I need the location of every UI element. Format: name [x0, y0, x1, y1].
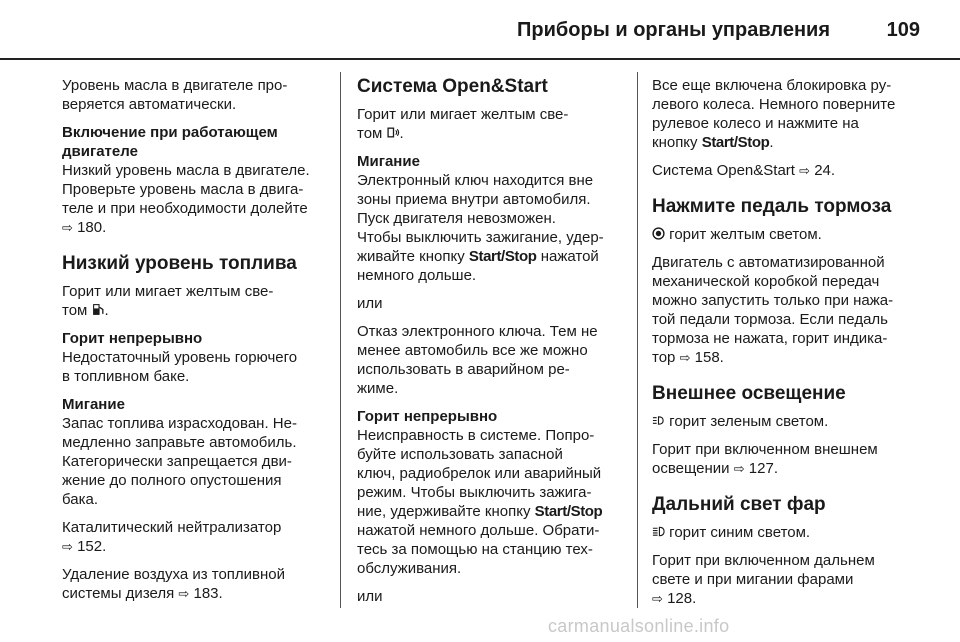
chapter-title: Приборы и органы управления [517, 19, 830, 41]
heading-open-start: Система Open&Start [357, 76, 548, 97]
page-reference[interactable]: 128. [667, 590, 697, 607]
column-3 [652, 76, 932, 617]
page-header [0, 0, 960, 58]
start-stop-button-label: Start/Stop [468, 248, 537, 265]
page-reference-arrow-icon: ⇨ [799, 163, 811, 178]
exterior-light-icon [652, 414, 665, 427]
paragraph: Горит или мигает желтым све- том . [62, 283, 274, 319]
paragraph: или [357, 295, 383, 312]
paragraph: Запас топлива израсходован. Не- медленно заправьте автомобиль. Категорически запрещается дви- жение до полного опустошения бака. [62, 415, 297, 508]
paragraph: Недостаточный уровень горючего в топливном баке. [62, 349, 298, 385]
page-reference[interactable]: 183. [193, 585, 223, 602]
heading-press-brake: Нажмите педаль тормоза [652, 196, 892, 217]
heading-high-beam: Дальний свет фар [652, 494, 826, 515]
paragraph: Все еще включена блокировка ру- левого колеса. Немного поверните рулевое колесо и нажмите на кнопку Start/Stop. [652, 77, 896, 151]
header-divider [0, 58, 960, 60]
brake-pedal-icon [652, 227, 665, 240]
start-stop-button-label: Start/Stop [701, 134, 770, 151]
heading-blinking: Мигание [357, 153, 420, 170]
page-reference-arrow-icon: ⇨ [652, 591, 663, 606]
high-beam-icon [652, 525, 665, 538]
page-reference[interactable]: 127. [748, 460, 778, 477]
paragraph: Удаление воздуха из топливной системы дизеля ⇨ 183. [62, 566, 286, 602]
heading-lit-steady: Горит непрерывно [62, 330, 203, 347]
paragraph: горит желтым светом. [652, 225, 932, 244]
page-reference[interactable]: 180. [77, 219, 107, 236]
heading-exterior-lights: Внешнее освещение [652, 383, 846, 404]
paragraph: Электронный ключ находится вне зоны приема внутри автомобиля. Пуск двигателя невозможен. Чтобы выключить зажигание, удер- живайте кнопку Start/Stop нажатой немного дольше. [357, 172, 604, 284]
column-1 [62, 76, 324, 612]
heading-blinking: Мигание [62, 396, 125, 413]
page-reference-arrow-icon: ⇨ [733, 461, 745, 476]
paragraph: Низкий уровень масла в двигателе. Проверьте уровень масла в двига- теле и при необходимости долейте ⇨ 180. [62, 162, 310, 236]
paragraph: Неисправность в системе. Попро- буйте использовать запасной ключ, радиобрелок или аварийный режим. Чтобы выключить зажига- ние, удерживайте кнопку Start/Stop нажатой немного дольше. Обрати- тесь за помощью на станцию тех- обслуживания. [357, 427, 603, 577]
page-reference[interactable]: 158. [694, 349, 724, 366]
paragraph: Горит при включенном дальнем свете и при мигании фарами ⇨ 128. [652, 552, 875, 607]
heading-engine-running: Включение при работающем двигателе [62, 124, 278, 160]
page-reference-arrow-icon: ⇨ [178, 586, 190, 601]
column-2 [357, 76, 625, 615]
paragraph: Горит или мигает желтым све- том . [357, 106, 569, 142]
column-divider-1 [340, 72, 341, 608]
paragraph: горит зеленым светом. [652, 412, 932, 431]
key-signal-icon [387, 126, 400, 139]
page-reference[interactable]: 24. [814, 162, 836, 179]
paragraph: Уровень масла в двигателе про- веряется автоматически. [62, 77, 288, 113]
paragraph: Отказ электронного ключа. Тем не менее автомобиль все же можно использовать в аварийном ре- жиме. [357, 323, 598, 397]
page-reference-arrow-icon: ⇨ [62, 220, 73, 235]
column-divider-2 [637, 72, 638, 608]
page-reference-arrow-icon: ⇨ [679, 350, 691, 365]
paragraph: Двигатель с автоматизированной механической коробкой передач можно запустить только при нажа- той педали тормоза. Если педаль тормоза не нажата, горит индика- тор ⇨ 158. [652, 254, 894, 366]
fuel-pump-icon [92, 303, 105, 316]
page-reference[interactable]: 152. [77, 538, 107, 555]
page-number: 109 [886, 19, 920, 41]
paragraph: горит синим светом. [652, 523, 932, 542]
paragraph: или [357, 588, 383, 605]
paragraph: Система Open&Start ⇨ 24. [652, 162, 836, 179]
start-stop-button-label: Start/Stop [534, 503, 603, 520]
page-reference-arrow-icon: ⇨ [62, 539, 73, 554]
paragraph: Каталитический нейтрализатор ⇨ 152. [62, 519, 282, 555]
watermark: carmanualsonline.info [548, 616, 730, 636]
heading-lit-steady: Горит непрерывно [357, 408, 498, 425]
heading-low-fuel: Низкий уровень топлива [62, 253, 297, 274]
paragraph: Горит при включенном внешнем освещении ⇨ 127. [652, 441, 878, 477]
